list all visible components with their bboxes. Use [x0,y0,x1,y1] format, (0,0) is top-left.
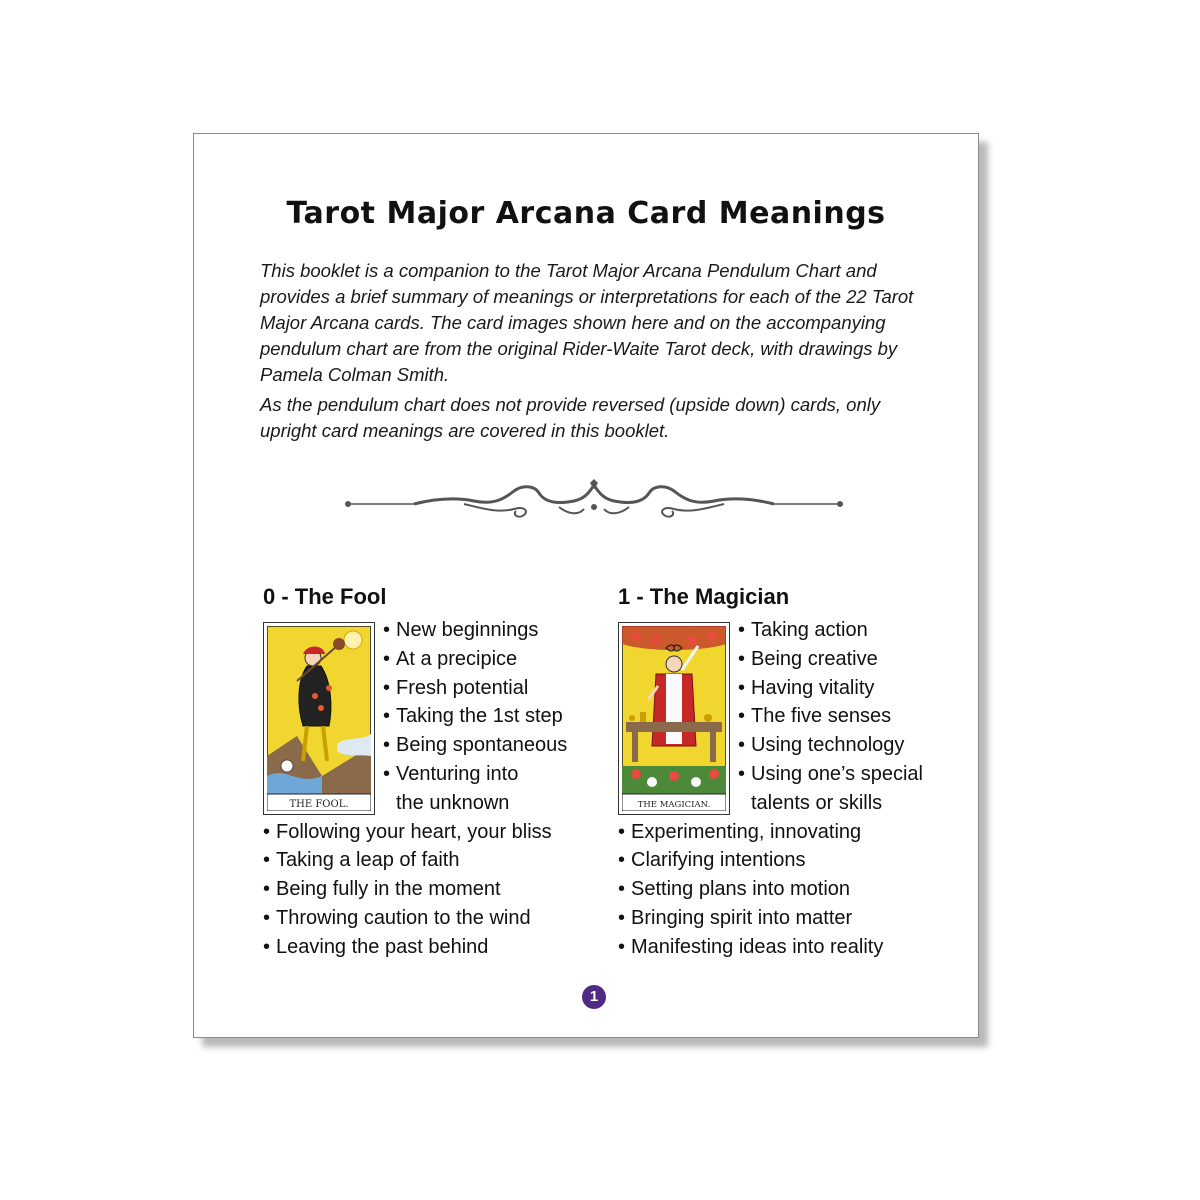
card-row [618,620,958,818]
list-item: • Taking a leap of faith [263,846,603,875]
card-heading: 0 - The Fool [263,584,387,609]
list-item: • Using one’s special [738,760,923,789]
fool-card-label: THE FOOL. [289,799,349,810]
list-item: • Bringing spirit into matter [618,904,958,933]
list-item: • The five senses [738,702,923,731]
list-item: • Venturing into [383,760,567,789]
list-item: • Being creative [738,645,923,674]
list-item: • Setting plans into motion [618,875,958,904]
list-item: • Leaving the past behind [263,933,603,962]
list-item: • Taking action [738,616,923,645]
fool-meanings [263,818,603,962]
fool-card-image [263,622,375,815]
list-item: • At a precipice [383,645,567,674]
list-item-continuation: talents or skills [751,791,883,814]
intro-paragraph-1: This booklet is a companion to the Tarot Major Arcana Pendulum Chart and provides a brief summary of meanings or interpretations for each of the 22 Tarot Major Arcana cards. The card images shown here and on the accompanying pendulum chart are from the original Rider-Waite Tarot deck, with drawings by Pamela Colman Smith. [260,260,914,385]
list-item: • Being fully in the moment [263,875,603,904]
booklet-page [193,133,979,1038]
magician-card-label: THE MAGICIAN. [637,800,711,810]
card-heading: 1 - The Magician [618,584,790,609]
page-number-badge: 1 [582,985,606,1009]
list-item: • Experimenting, innovating [618,818,958,847]
intro-text [260,258,940,448]
list-item-continuation: the unknown [396,791,510,814]
list-item: • Clarifying intentions [618,846,958,875]
card-row [263,620,603,818]
list-item: • Having vitality [738,674,923,703]
magician-card-image [618,622,730,815]
page-title: Tarot Major Arcana Card Meanings [286,196,886,231]
list-item: • Manifesting ideas into reality [618,933,958,962]
card-section-fool [263,582,603,962]
list-item: • Taking the 1st step [383,702,567,731]
list-item: • Following your heart, your bliss [263,818,603,847]
list-item: • Using technology [738,731,923,760]
card-section-magician [618,582,958,962]
fool-side-meanings [383,616,567,818]
list-item: • New beginnings [383,616,567,645]
ornamental-divider-icon [344,479,844,529]
magician-meanings [618,818,958,962]
list-item: • Being spontaneous [383,731,567,760]
intro-paragraph-2: As the pendulum chart does not provide reversed (upside down) cards, only upright card meanings are covered in this booklet. [260,394,881,441]
list-item: • Throwing caution to the wind [263,904,603,933]
magician-side-meanings [738,616,923,818]
list-item: • Fresh potential [383,674,567,703]
